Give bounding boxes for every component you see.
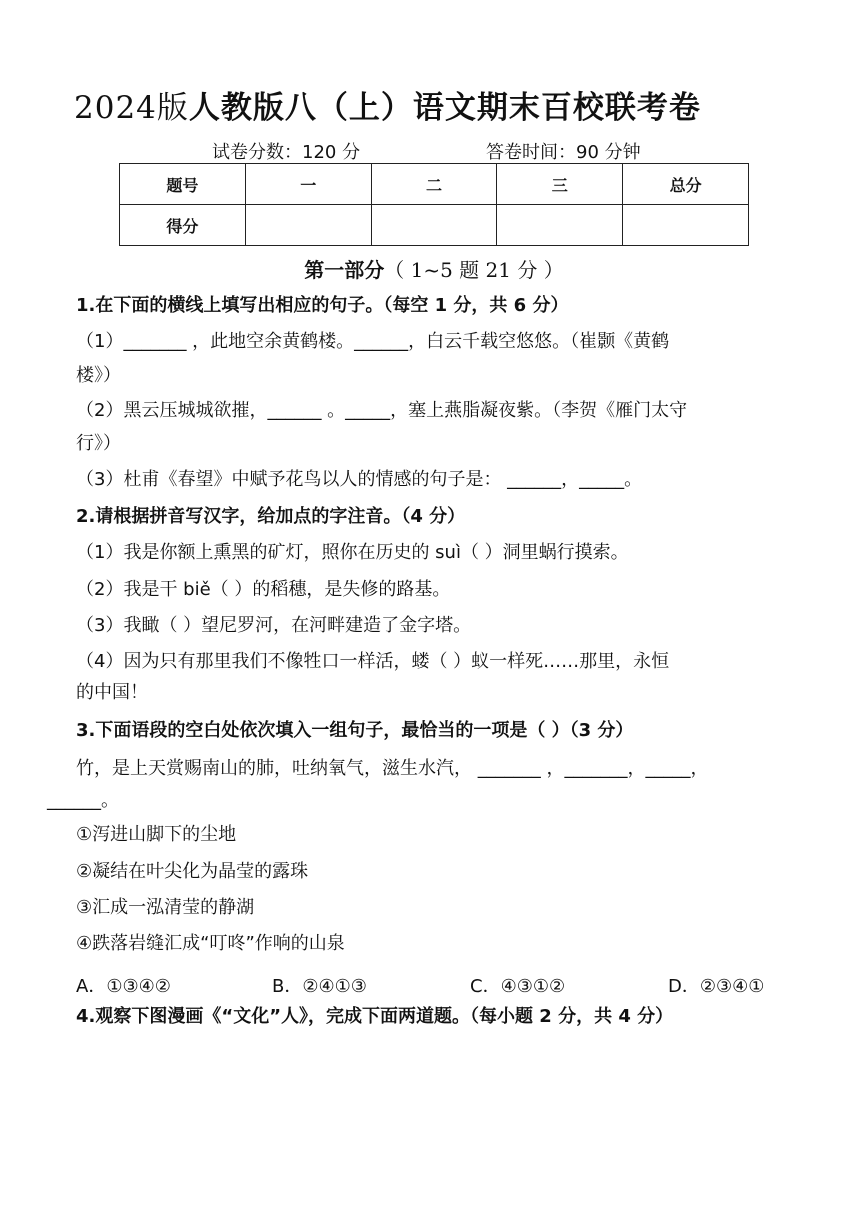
passage-line: ______。 <box>47 790 119 811</box>
question-line: （4）因为只有那里我们不像牲口一样活，蝼（ ）蚁一样死……那里，永恒 <box>76 651 670 672</box>
option-sentence: ③汇成一泓清莹的静湖 <box>76 897 255 918</box>
choice-b[interactable]: B．②④①③ <box>272 976 367 997</box>
option-sentence: ①泻进山脚下的尘地 <box>76 824 237 845</box>
score-input-cell[interactable] <box>245 205 371 246</box>
table-cell: 一 <box>245 164 371 205</box>
question-line: （1）我是你额上熏黑的矿灯，照你在历史的 suì（ ）洞里蜗行摸索。 <box>76 542 629 563</box>
table-cell: 题号 <box>120 164 246 205</box>
question-1-title: 1.在下面的横线上填写出相应的句子。（每空 1 分，共 6 分） <box>76 295 569 316</box>
choice-d[interactable]: D．②③④① <box>668 976 765 997</box>
part-title: 第一部分 <box>304 258 385 282</box>
title-main: 人教版八（上）语文期末百校联考卷 <box>188 90 701 126</box>
option-sentence: ④跌落岩缝汇成“叮咚”作响的山泉 <box>76 933 345 954</box>
question-line: （3）我瞰（ ）望尼罗河，在河畔建造了金字塔。 <box>76 615 472 636</box>
table-cell: 二 <box>371 164 497 205</box>
part-range: （ 1~5 题 21 分 ） <box>384 258 564 282</box>
passage-line: 竹，是上天赏赐南山的肺，吐纳氧气，滋生水汽， _______ ，_______，_____， <box>76 758 709 779</box>
question-3-title: 3.下面语段的空白处依次填入一组句子，最恰当的一项是（ ）（3 分） <box>76 720 634 741</box>
total-score-label: 试卷分数：120 分 <box>212 142 361 163</box>
table-cell: 三 <box>497 164 623 205</box>
score-input-cell[interactable] <box>497 205 623 246</box>
question-line: （1）_______ ，此地空余黄鹤楼。______，白云千载空悠悠。（崔颢《黄鹤 <box>76 331 670 352</box>
table-row <box>120 205 749 246</box>
choice-a[interactable]: A．①③④② <box>76 976 171 997</box>
table-row <box>120 164 749 205</box>
score-table <box>119 163 749 246</box>
part-one-heading <box>0 254 868 283</box>
score-input-cell[interactable] <box>371 205 497 246</box>
score-input-cell[interactable] <box>623 205 749 246</box>
question-line: 的中国！ <box>76 682 148 703</box>
page-title <box>74 82 701 127</box>
question-line: （2）黑云压城城欲摧，______ 。_____，塞上燕脂凝夜紫。（李贺《雁门太守 <box>76 400 688 421</box>
title-prefix: 2024版 <box>74 90 189 126</box>
question-line: （2）我是干 biě（ ）的稻穗，是失修的路基。 <box>76 579 451 600</box>
question-line: 楼》） <box>76 365 121 386</box>
table-cell: 得分 <box>120 205 246 246</box>
choice-c[interactable]: C．④③①② <box>470 976 566 997</box>
question-line: （3）杜甫《春望》中赋予花鸟以人的情感的句子是： ______，_____。 <box>76 469 643 490</box>
table-cell: 总分 <box>623 164 749 205</box>
question-4-title: 4.观察下图漫画《“文化”人》，完成下面两道题。（每小题 2 分，共 4 分） <box>76 1006 674 1027</box>
option-sentence: ②凝结在叶尖化为晶莹的露珠 <box>76 861 309 882</box>
question-2-title: 2.请根据拼音写汉字，给加点的字注音。（4 分） <box>76 506 466 527</box>
time-limit-label: 答卷时间：90 分钟 <box>486 142 641 163</box>
question-line: 行》） <box>76 433 121 454</box>
